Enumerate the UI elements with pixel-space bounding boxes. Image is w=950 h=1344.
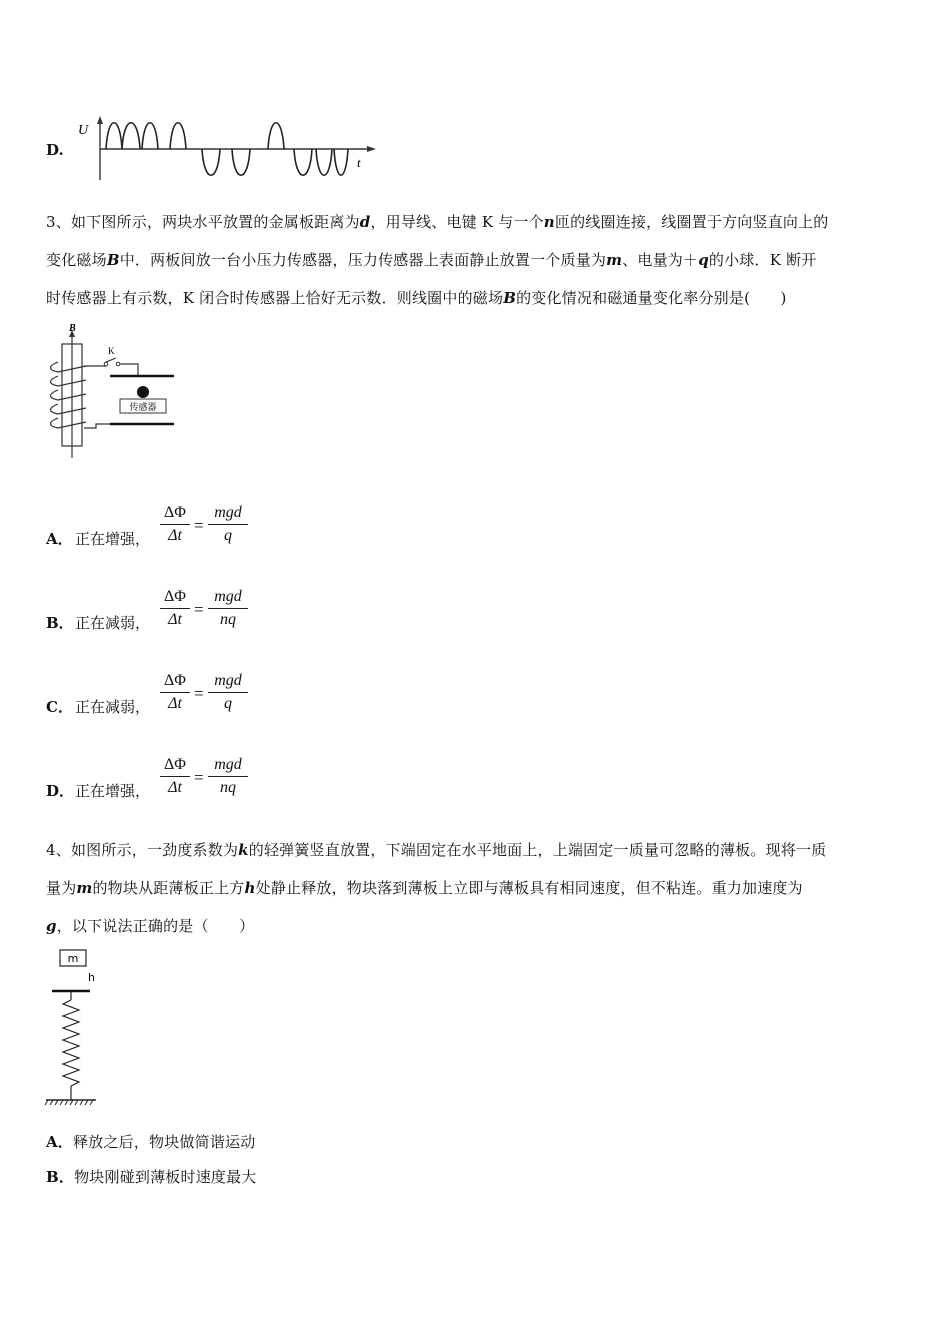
lhs-fraction (160, 588, 190, 629)
q4-text-line-3: g，以下说法正确的是（ ） (46, 917, 255, 935)
rhs-denominator: q (224, 527, 232, 544)
equals-sign: = (194, 516, 204, 535)
rhs-numerator: mgd (214, 588, 242, 605)
y-axis-label: U (78, 123, 89, 138)
q3-text-line-3: 时传感器上有示数，K 闭合时传感器上恰好无示数．则线圈中的磁场B的变化情况和磁通量变化率分别是( ) (46, 289, 787, 307)
delta-t: Δt (168, 611, 182, 628)
delta-t: Δt (168, 695, 182, 712)
equals-sign: = (194, 768, 204, 787)
q3-text-line-1: 3、如下图所示，两块水平放置的金属板距离为d，用导线、电键 K 与一个n匝的线圈连接，线圈置于方向竖直向上的 (46, 213, 829, 231)
option-label: B． (46, 614, 74, 632)
q4-option-b: B．物块刚碰到薄板时速度最大 (46, 1168, 257, 1186)
negative-pulse (202, 149, 220, 175)
rhs-numerator: mgd (214, 672, 242, 689)
rhs-fraction (208, 672, 248, 713)
rhs-numerator: mgd (214, 504, 242, 521)
sensor-label: 传感器 (129, 403, 157, 413)
x-axis-label: t (357, 155, 361, 170)
delta-phi: ΔΦ (164, 756, 186, 773)
switch-contact (116, 362, 120, 366)
delta-t: Δt (168, 527, 182, 544)
height-label: h (88, 971, 95, 984)
option-text: 正在增强， (75, 530, 151, 548)
delta-phi: ΔΦ (164, 588, 186, 605)
q4-text-line-2: 量为m的物块从距薄板正上方h处静止释放，物块落到薄板上立即与薄板具有相同速度，但不粘连。重力加速度为 (46, 879, 803, 897)
y-axis-arrow (97, 116, 103, 124)
q2-option-d-label: D. (46, 141, 64, 159)
option-text: 正在增强， (75, 782, 151, 800)
lhs-fraction (160, 756, 190, 797)
lhs-fraction (160, 672, 190, 713)
spring (63, 1000, 79, 1086)
negative-pulse (334, 149, 348, 175)
rhs-fraction (208, 756, 248, 797)
switch-contact (104, 362, 108, 366)
wire-top (84, 358, 116, 366)
positive-pulse (142, 123, 158, 149)
negative-pulse (294, 149, 312, 175)
q3-text-line-2: 变化磁场B中．两板间放一台小压力传感器，压力传感器上表面静止放置一个质量为m、电量为＋q的小球．K 断开 (46, 251, 817, 269)
x-axis-arrow (367, 146, 376, 152)
equals-sign: = (194, 684, 204, 703)
equals-sign: = (194, 600, 204, 619)
mass-label: m (67, 952, 79, 965)
rhs-denominator: nq (220, 779, 236, 796)
rhs-fraction (208, 504, 248, 545)
delta-phi: ΔΦ (164, 504, 186, 521)
rhs-numerator: mgd (214, 756, 242, 773)
option-text: 正在减弱， (75, 698, 151, 716)
rhs-denominator: nq (220, 611, 236, 628)
rhs-denominator: q (224, 695, 232, 712)
positive-pulse (170, 123, 186, 149)
option-text: 正在减弱， (75, 614, 151, 632)
positive-pulse (106, 123, 140, 149)
q4-option-a: A．释放之后，物块做简谐运动 (46, 1133, 256, 1151)
negative-pulse (232, 149, 250, 175)
delta-t: Δt (168, 779, 182, 796)
option-label: A． (46, 530, 73, 548)
lhs-fraction (160, 504, 190, 545)
wire-top-right (120, 364, 138, 376)
switch-k-label: K (108, 346, 115, 356)
positive-pulse (268, 123, 284, 149)
q4-spring-figure (44, 946, 104, 1108)
coil-windings (51, 362, 87, 428)
ground-hatching (45, 1100, 93, 1105)
waveform-figure (72, 112, 382, 187)
b-label: B (69, 323, 76, 334)
option-label: C． (46, 698, 73, 716)
q4-text-line-1: 4、如图所示，一劲度系数为k的轻弹簧竖直放置，下端固定在水平地面上，上端固定一质量可忽略的薄板。现将一质 (46, 841, 827, 859)
charged-ball (137, 386, 149, 398)
delta-phi: ΔΦ (164, 672, 186, 689)
option-label: D． (46, 782, 75, 800)
q3-circuit-figure (46, 322, 186, 462)
negative-pulse (316, 149, 332, 175)
rhs-fraction (208, 588, 248, 629)
